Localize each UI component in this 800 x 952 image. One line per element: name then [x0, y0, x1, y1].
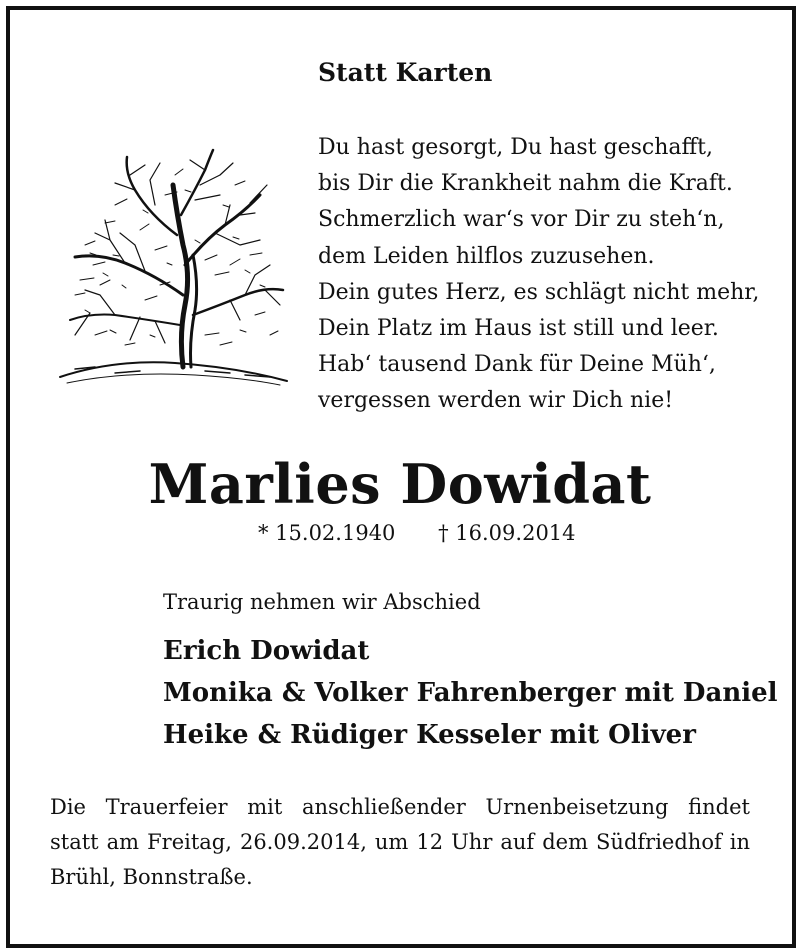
poem-line: Du hast gesorgt, Du hast geschafft, [318, 135, 713, 160]
life-dates [258, 521, 576, 545]
tree-illustration [55, 145, 290, 395]
notice-header: Statt Karten [318, 58, 493, 87]
ceremony-line: Die Trauerfeier mit anschließender Urnenbeisetzung findet [50, 795, 750, 819]
mourner-name: Monika & Volker Fahrenberger mit Daniel [163, 678, 778, 708]
ceremony-info [50, 790, 750, 895]
birth-date: * 15.02.1940 [258, 521, 396, 545]
mourner-name: Heike & Rüdiger Kesseler mit Oliver [163, 720, 696, 750]
poem-line: dem Leiden hilflos zuzusehen. [318, 243, 655, 269]
death-date: † 16.09.2014 [438, 521, 576, 545]
poem-line: Dein gutes Herz, es schlägt nicht mehr, [318, 279, 760, 305]
ceremony-line: statt am Freitag, 26.09.2014, um 12 Uhr auf dem Südfriedhof in [50, 830, 750, 854]
poem-line: bis Dir die Krankheit nahm die Kraft. [318, 171, 733, 197]
ceremony-line: Brühl, Bonnstraße. [50, 865, 253, 889]
poem-line: Schmerzlich war‘s vor Dir zu steh‘n, [318, 207, 725, 233]
poem-line: Dein Platz im Haus ist still und leer. [318, 316, 719, 342]
deceased-name: Marlies Dowidat [148, 452, 652, 516]
farewell-intro: Traurig nehmen wir Abschied [163, 590, 481, 614]
poem-line: Hab‘ tausend Dank für Deine Müh‘, [318, 352, 716, 378]
poem [318, 130, 759, 420]
mourner-list [163, 630, 778, 756]
poem-line: vergessen werden wir Dich nie! [318, 388, 674, 414]
mourner-name: Erich Dowidat [163, 636, 370, 666]
